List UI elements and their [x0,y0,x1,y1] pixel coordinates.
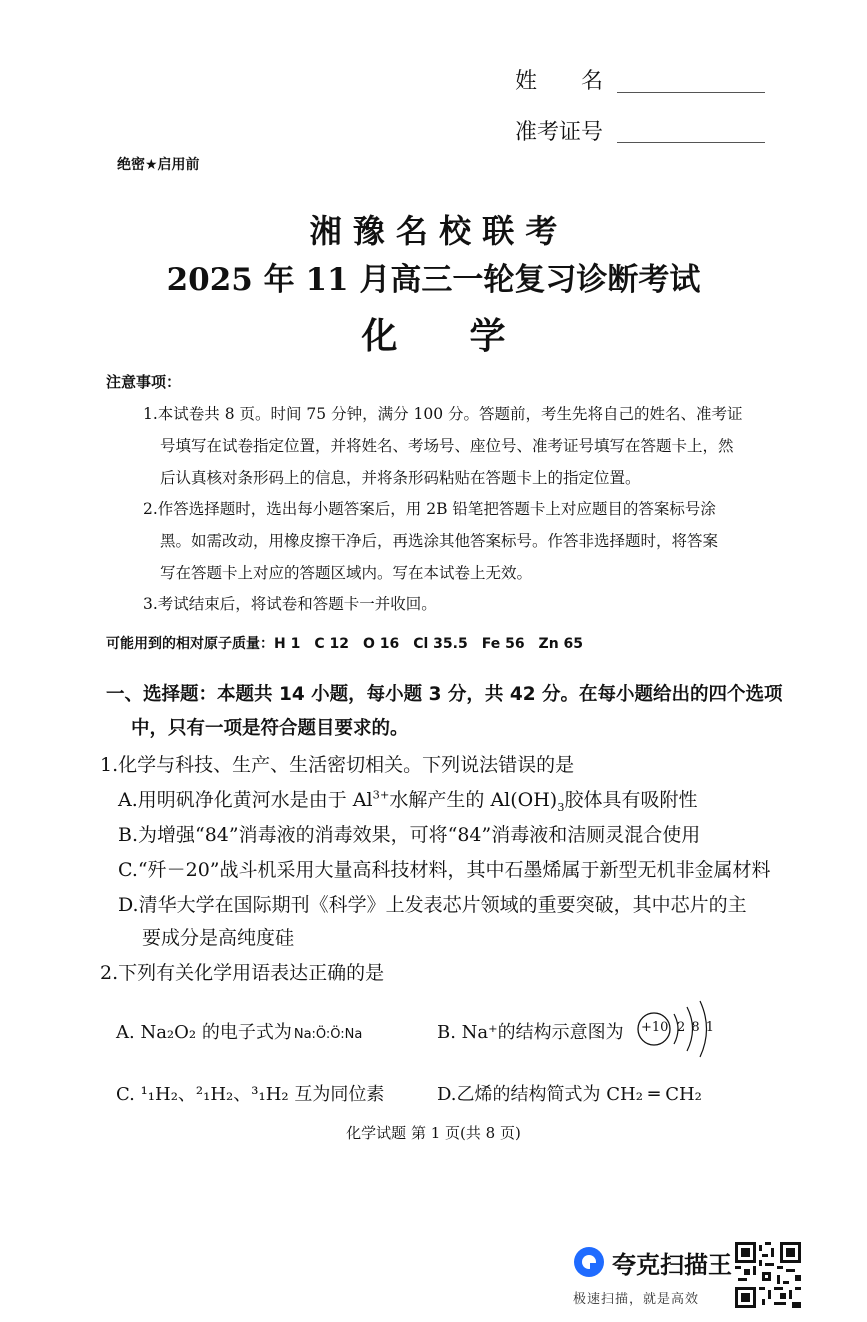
scanner-slogan: 极速扫描，就是高效 [573,1292,700,1307]
q2-stem: 2.下列有关化学用语表达正确的是 [100,962,385,984]
q2-option-a-formula: Na:Ö:Ö:Na [293,1027,363,1042]
notice-item2-line1: 2.作答选择题时，选出每小题答案后，用 2B 铅笔把答题卡上对应题目的答案标号涂 [143,500,716,518]
q1-option-a-mid: 水解产生的 Al(OH) [389,789,558,811]
q2-option-b-text: B. Na⁺的结构示意图为 [437,1022,624,1043]
secret-mark: 绝密★启用前 [117,157,200,173]
q1-option-c: C.“歼－20”战斗机采用大量高科技材料，其中石墨烯属于新型无机非金属材料 [118,859,771,881]
q2-option-c: C. ¹₁H₂、²₁H₂、³₁H₂ 互为同位素 [116,1084,385,1105]
scanner-brand: 夸克扫描王 [612,1251,732,1279]
notice-item1-line1: 1.本试卷共 8 页。时间 75 分钟，满分 100 分。答题前，考生先将自己的姓名、准考证 [143,405,743,423]
q1-option-a [118,785,697,814]
q1-option-d-line1: D.清华大学在国际期刊《科学》上发表芯片领域的重要突破，其中芯片的主 [118,894,747,916]
notice-item1-line2: 号填写在试卷指定位置，并将姓名、考场号、座位号、准考证号填写在答题卡上，然 [160,437,734,455]
name-label: 姓 名 [515,69,604,94]
qr-code-icon [735,1242,801,1308]
section1-line1: 一、选择题：本题共 14 小题，每小题 3 分，共 42 分。在每小题给出的四个选项 [106,684,783,705]
atomic-masses: 可能用到的相对原子质量：H 1 C 12 O 16 Cl 35.5 Fe 56 Zn 65 [106,636,584,652]
q1-option-a-sub: 3 [557,799,565,814]
section1-line2: 中，只有一项是符合题目要求的。 [131,718,409,739]
shell-electrons: 2 8 1 [677,1020,716,1035]
exam-title-line2: 2025 年 11 月高三一轮复习诊断考试 [166,262,701,298]
q1-option-a-pre: A.用明矾净化黄河水是由于 Al [118,789,373,811]
name-blank-line [617,92,765,93]
notice-item3: 3.考试结束后，将试卷和答题卡一并收回。 [143,595,437,613]
scanner-logo-icon [572,1245,606,1279]
q1-stem: 1.化学与科技、生产、生活密切相关。下列说法错误的是 [100,754,575,776]
na-ion-diagram [634,996,718,1060]
notice-item1-line3: 后认真核对条形码上的信息，并将条形码粘贴在答题卡上的指定位置。 [160,469,641,487]
exam-id-blank-line [617,142,765,143]
nucleus-charge: +10 [641,1020,669,1035]
subject-title: 化 学 [361,315,506,357]
notice-item2-line3: 写在答题卡上对应的答题区域内。写在本试卷上无效。 [160,564,533,582]
exam-title-line1: 湘 豫 名 校 联 考 [309,212,558,250]
q2-option-a-text: A. Na₂O₂ 的电子式为 [116,1022,292,1043]
notice-item2-line2: 黑。如需改动，用橡皮擦干净后，再选涂其他答案标号。作答非选择题时，将答案 [160,532,719,550]
q1-option-b: B.为增强“84”消毒液的消毒效果，可将“84”消毒液和洁厕灵混合使用 [118,824,701,846]
notice-heading: 注意事项： [106,373,182,391]
exam-id-label: 准考证号 [515,120,604,145]
q1-option-a-sup: 3+ [372,787,390,802]
q2-option-b [437,1018,624,1044]
page-footer: 化学试题 第 1 页(共 8 页) [346,1124,521,1142]
q2-option-a [116,1018,362,1044]
q1-option-d-line2: 要成分是高纯度硅 [142,927,295,949]
q1-option-a-post: 胶体具有吸附性 [564,789,698,811]
q2-option-d: D.乙烯的结构简式为 CH₂ ═ CH₂ [437,1084,702,1105]
